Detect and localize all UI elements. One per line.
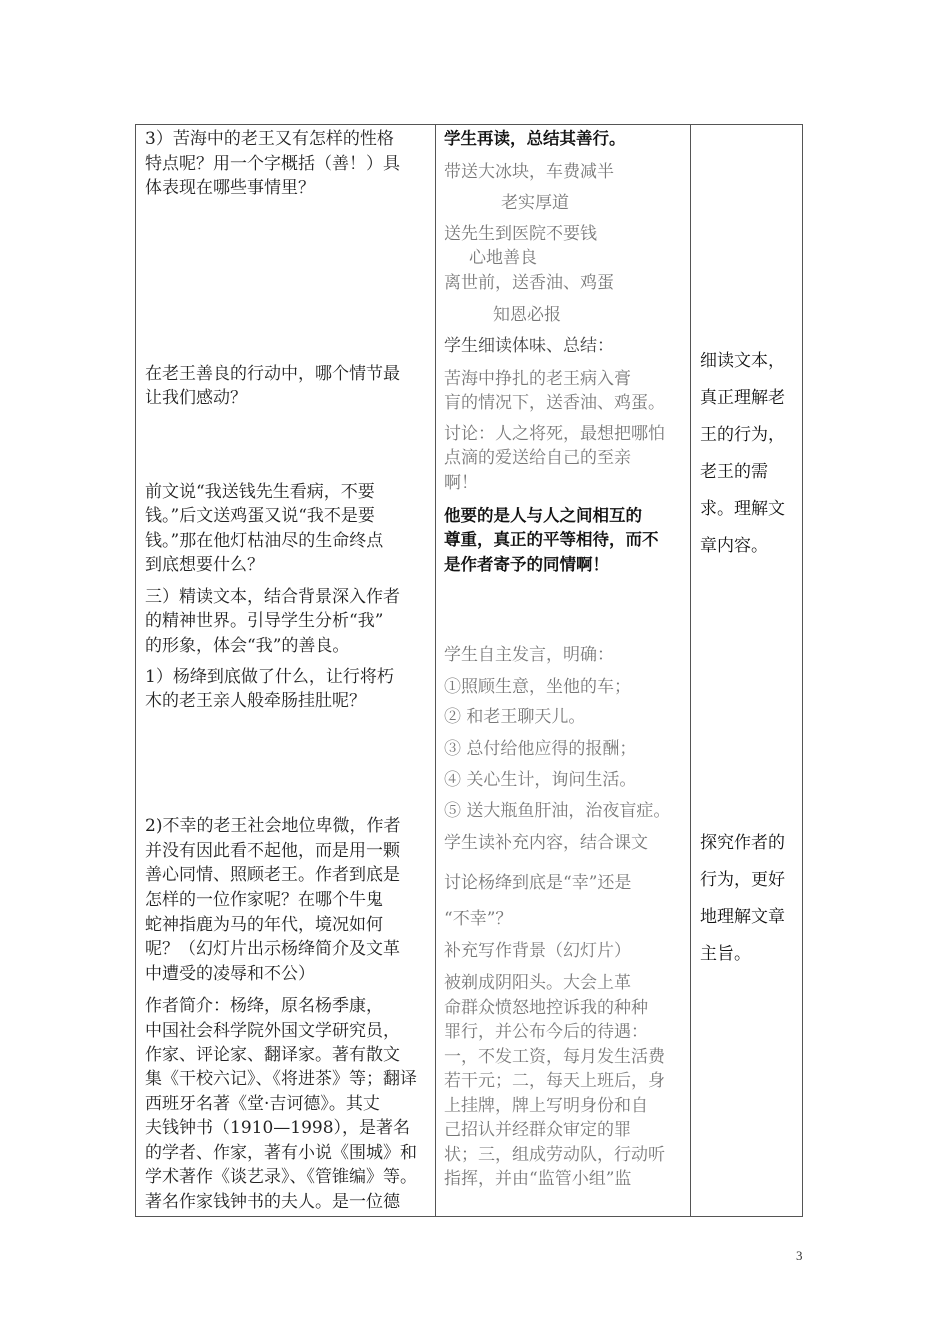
intent-1-line: 求。理解文 [700, 499, 785, 519]
intent-2-line: 主旨。 [700, 944, 751, 964]
discussion-line: 讨论：人之将死，最想把哪怕 [444, 424, 665, 444]
trait-grateful: 知恩必报 [493, 305, 561, 325]
intent-1-line: 王的行为， [700, 425, 785, 445]
author-bio-line: 夫钱钟书（1910—1998），是著名 [145, 1118, 411, 1138]
background-line: 状；三，组成劳动队，行动听 [444, 1145, 665, 1165]
intent-2-line: 地理解文章 [700, 907, 785, 927]
need-conclusion-line: 是作者寄予的同情啊！ [444, 555, 609, 574]
background-line: 被剃成阴阳头。大会上革 [444, 973, 631, 993]
deed-item: ② 和老王聊天儿。 [444, 707, 586, 727]
background-line: 上挂牌，牌上写明身份和自 [444, 1096, 648, 1116]
reread-summary: 学生再读，总结其善行。 [444, 129, 626, 148]
section-3-line: 的精神世界。引导学生分析“我” [145, 611, 384, 631]
design-intent-column [691, 125, 802, 1216]
struggle-line: 肓的情况下，送香油、鸡蛋。 [444, 393, 665, 413]
intent-1-line: 真正理解老 [700, 388, 785, 408]
supplement-read-line: “不幸”？ [444, 909, 513, 929]
question-2-line: 中遭受的凌辱和不公） [145, 964, 315, 984]
trait-honest: 老实厚道 [501, 193, 569, 213]
author-bio-line: 集《干校六记》、《将进茶》等；翻译 [145, 1069, 417, 1089]
intent-1-line: 细读文本， [700, 351, 785, 371]
question-touching-line: 让我们感动？ [145, 388, 247, 408]
struggle-line: 苦海中挣扎的老王病入膏 [444, 369, 631, 389]
question-2-line: 怎样的一位作家呢？在哪个牛鬼 [145, 890, 383, 910]
discussion-line: 点滴的爱送给自己的至亲 [444, 448, 631, 468]
question-2-line: 并没有因此看不起他，而是用一颗 [145, 841, 400, 861]
question-1-line: 木的老王亲人般牵肠挂肚呢？ [145, 691, 366, 711]
student-activities-column [436, 125, 689, 1216]
page-number: 3 [796, 1248, 803, 1263]
question-want-line: 到底想要什么？ [145, 555, 264, 575]
deed-item: ③ 总付给他应得的报酬； [444, 739, 637, 759]
question-2-line: 2)不幸的老王社会地位卑微，作者 [145, 816, 401, 836]
intent-1-line: 章内容。 [700, 536, 768, 556]
question-3-line: 3）苦海中的老王又有怎样的性格 [145, 129, 394, 149]
background-line: 一，不发工资，每月发生活费 [444, 1047, 665, 1067]
background-line: 若干元；二，每天上班后，身 [444, 1071, 665, 1091]
background-line: 己招认并经群众审定的罪 [444, 1120, 631, 1140]
deed-ice: 带送大冰块，车费减半 [444, 162, 614, 182]
deed-hospital: 送先生到医院不要钱 [444, 224, 597, 244]
author-bio-line: 的学者、作家，著有小说《围城》和 [145, 1143, 417, 1163]
question-2-line: 呢？（幻灯片出示杨绛简介及文革 [145, 939, 400, 959]
question-want-line: 钱。”那在他灯枯油尽的生命终点 [145, 531, 384, 551]
author-bio-line: 作家、评论家、翻译家。著有散文 [145, 1045, 400, 1065]
intent-2-line: 探究作者的 [700, 833, 785, 853]
question-touching-line: 在老王善良的行动中，哪个情节最 [145, 364, 400, 384]
need-conclusion-line: 尊重，真正的平等相待，而不 [444, 530, 659, 549]
question-want-line: 钱。”后文送鸡蛋又说“我不是要 [145, 506, 375, 526]
author-bio-line: 西班牙名著《堂·吉诃德》。其丈 [145, 1094, 380, 1114]
need-conclusion-line: 他要的是人与人之间相互的 [444, 506, 642, 525]
deed-item: ①照顾生意，坐他的车； [444, 677, 631, 697]
question-3-line: 体表现在哪些事情里？ [145, 178, 315, 198]
section-3-line: 的形象，体会“我”的善良。 [145, 636, 350, 656]
background-line: 命群众愤怒地控诉我的种种 [444, 998, 648, 1018]
question-1-line: 1）杨绛到底做了什么，让行将朽 [145, 667, 394, 687]
section-3-line: 三）精读文本，结合背景深入作者 [145, 587, 400, 607]
background-line: 指挥，并由“监管小组”监 [444, 1169, 632, 1189]
speak-intro: 学生自主发言，明确： [444, 645, 614, 665]
lesson-plan-table [135, 124, 803, 1217]
trait-kind: 心地善良 [469, 248, 537, 268]
author-bio-line: 作者简介：杨绛，原名杨季康， [145, 996, 383, 1016]
question-want-line: 前文说“我送钱先生看病，不要 [145, 482, 375, 502]
question-2-line: 蛇神指鹿为马的年代，境况如何 [145, 915, 383, 935]
supplement-read-line: 学生读补充内容，结合课文 [444, 833, 648, 853]
deed-oil: 离世前，送香油、鸡蛋 [444, 273, 614, 293]
question-3-line: 特点呢？用一个字概括（善！）具 [145, 154, 400, 174]
background-title: 补充写作背景（幻灯片） [444, 941, 631, 961]
author-bio-line: 著名作家钱钟书的夫人。是一位德 [145, 1192, 400, 1212]
intent-2-line: 行为，更好 [700, 870, 785, 890]
discussion-line: 啊！ [444, 473, 478, 493]
supplement-read-line: 讨论杨绛到底是“幸”还是 [444, 873, 632, 893]
question-2-line: 善心同情、照顾老王。作者到底是 [145, 865, 400, 885]
deed-item: ⑤ 送大瓶鱼肝油，治夜盲症。 [444, 801, 671, 821]
teacher-questions-column [136, 125, 434, 1216]
careful-read: 学生细读体味、总结： [444, 336, 614, 356]
author-bio-line: 学术著作《谈艺录》、《管锥编》等。 [145, 1167, 417, 1187]
author-bio-line: 中国社会科学院外国文学研究员， [145, 1021, 400, 1041]
background-line: 罪行，并公布今后的待遇： [444, 1022, 648, 1042]
intent-1-line: 老王的需 [700, 462, 768, 482]
deed-item: ④ 关心生计，询问生活。 [444, 770, 637, 790]
